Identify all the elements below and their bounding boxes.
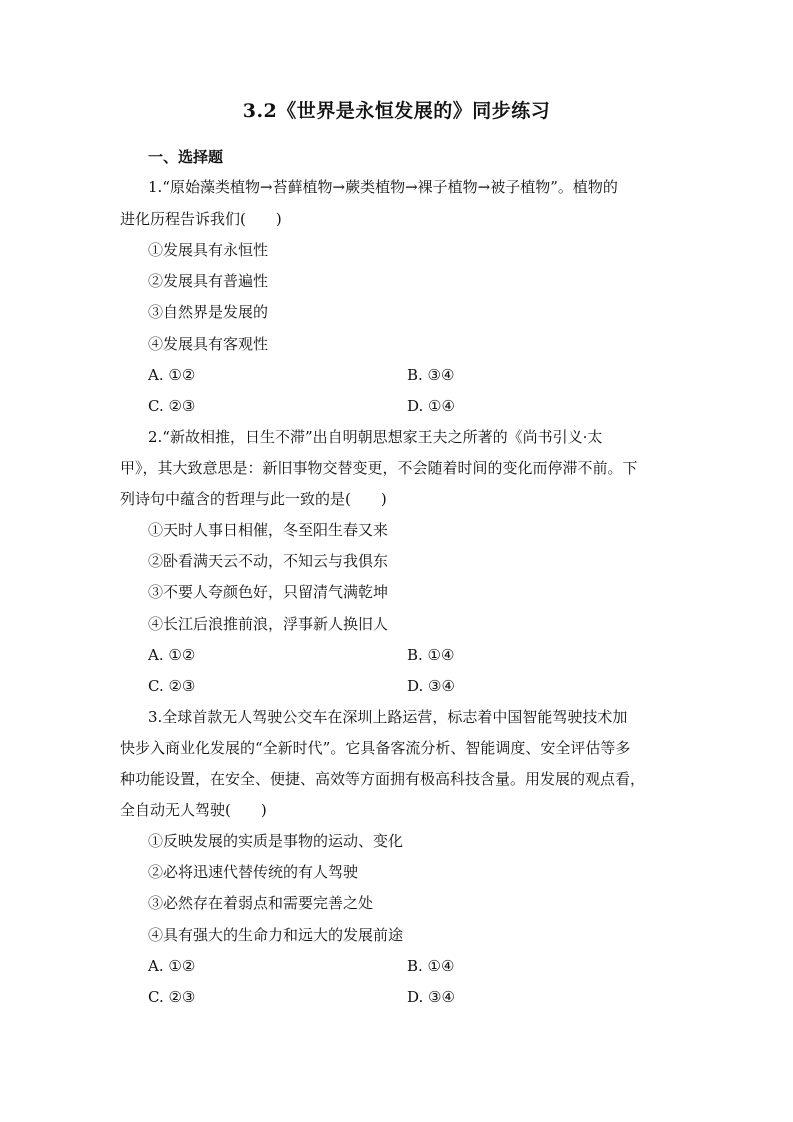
question-2-stem-line-2: 甲》，其大致意思是：新旧事物交替变更，不会随着时间的变化而停滞不前。下 xyxy=(120,459,638,477)
question-1-option-b: B. ③④ xyxy=(407,366,455,384)
question-3-option-c: C. ②③ xyxy=(148,988,196,1006)
question-3-statement-2: ②必将迅速代替传统的有人驾驶 xyxy=(148,863,359,881)
section-heading: 一、选择题 xyxy=(148,148,224,166)
question-2-statement-4: ④长江后浪推前浪，浮事新人换旧人 xyxy=(148,615,389,633)
question-3-stem-line-4: 全自动无人驾驶( ) xyxy=(120,801,267,819)
question-1-stem-line-1: 1.“原始藻类植物→苔藓植物→蕨类植物→裸子植物→被子植物”。植物的 xyxy=(148,178,618,196)
question-3-stem-line-3: 种功能设置，在安全、便捷、高效等方面拥有极高科技含量。用发展的观点看， xyxy=(120,770,646,788)
question-1-stem-line-2: 进化历程告诉我们( ) xyxy=(120,210,282,228)
question-2-stem-line-1: 2.“新故相推，日生不滞”出自明朝思想家王夫之所著的《尚书引义·太 xyxy=(148,428,603,446)
question-2-option-b: B. ①④ xyxy=(407,646,455,664)
question-2-option-d: D. ③④ xyxy=(407,677,455,695)
question-1-statement-2: ②发展具有普遍性 xyxy=(148,272,269,290)
question-2-statement-3: ③不要人夸颜色好，只留清气满乾坤 xyxy=(148,583,389,601)
question-2-option-a: A. ①② xyxy=(148,646,196,664)
question-2-statement-2: ②卧看满天云不动，不知云与我俱东 xyxy=(148,552,389,570)
question-1-statement-3: ③自然界是发展的 xyxy=(148,303,269,321)
question-3-statement-4: ④具有强大的生命力和远大的发展前途 xyxy=(148,926,404,944)
question-3-statement-1: ①反映发展的实质是事物的运动、变化 xyxy=(148,832,404,850)
question-1-statement-1: ①发展具有永恒性 xyxy=(148,241,269,259)
question-2-statement-1: ①天时人事日相催，冬至阳生春又来 xyxy=(148,521,389,539)
question-2-option-c: C. ②③ xyxy=(148,677,196,695)
question-3-option-a: A. ①② xyxy=(148,957,196,975)
question-2-stem-line-3: 列诗句中蕴含的哲理与此一致的是( ) xyxy=(120,490,387,508)
question-1-option-a: A. ①② xyxy=(148,366,196,384)
question-3-stem-line-2: 快步入商业化发展的“全新时代”。它具备客流分析、智能调度、安全评估等多 xyxy=(120,739,631,757)
question-3-stem-line-1: 3.全球首款无人驾驶公交车在深圳上路运营，标志着中国智能驾驶技术加 xyxy=(148,708,628,726)
question-3-option-b: B. ①④ xyxy=(407,957,455,975)
question-3-statement-3: ③必然存在着弱点和需要完善之处 xyxy=(148,894,374,912)
question-1-option-c: C. ②③ xyxy=(148,397,196,415)
document-title: 3.2《世界是永恒发展的》同步练习 xyxy=(242,100,551,122)
question-1-statement-4: ④发展具有客观性 xyxy=(148,335,269,353)
question-1-option-d: D. ①④ xyxy=(407,397,455,415)
question-3-option-d: D. ③④ xyxy=(407,988,455,1006)
